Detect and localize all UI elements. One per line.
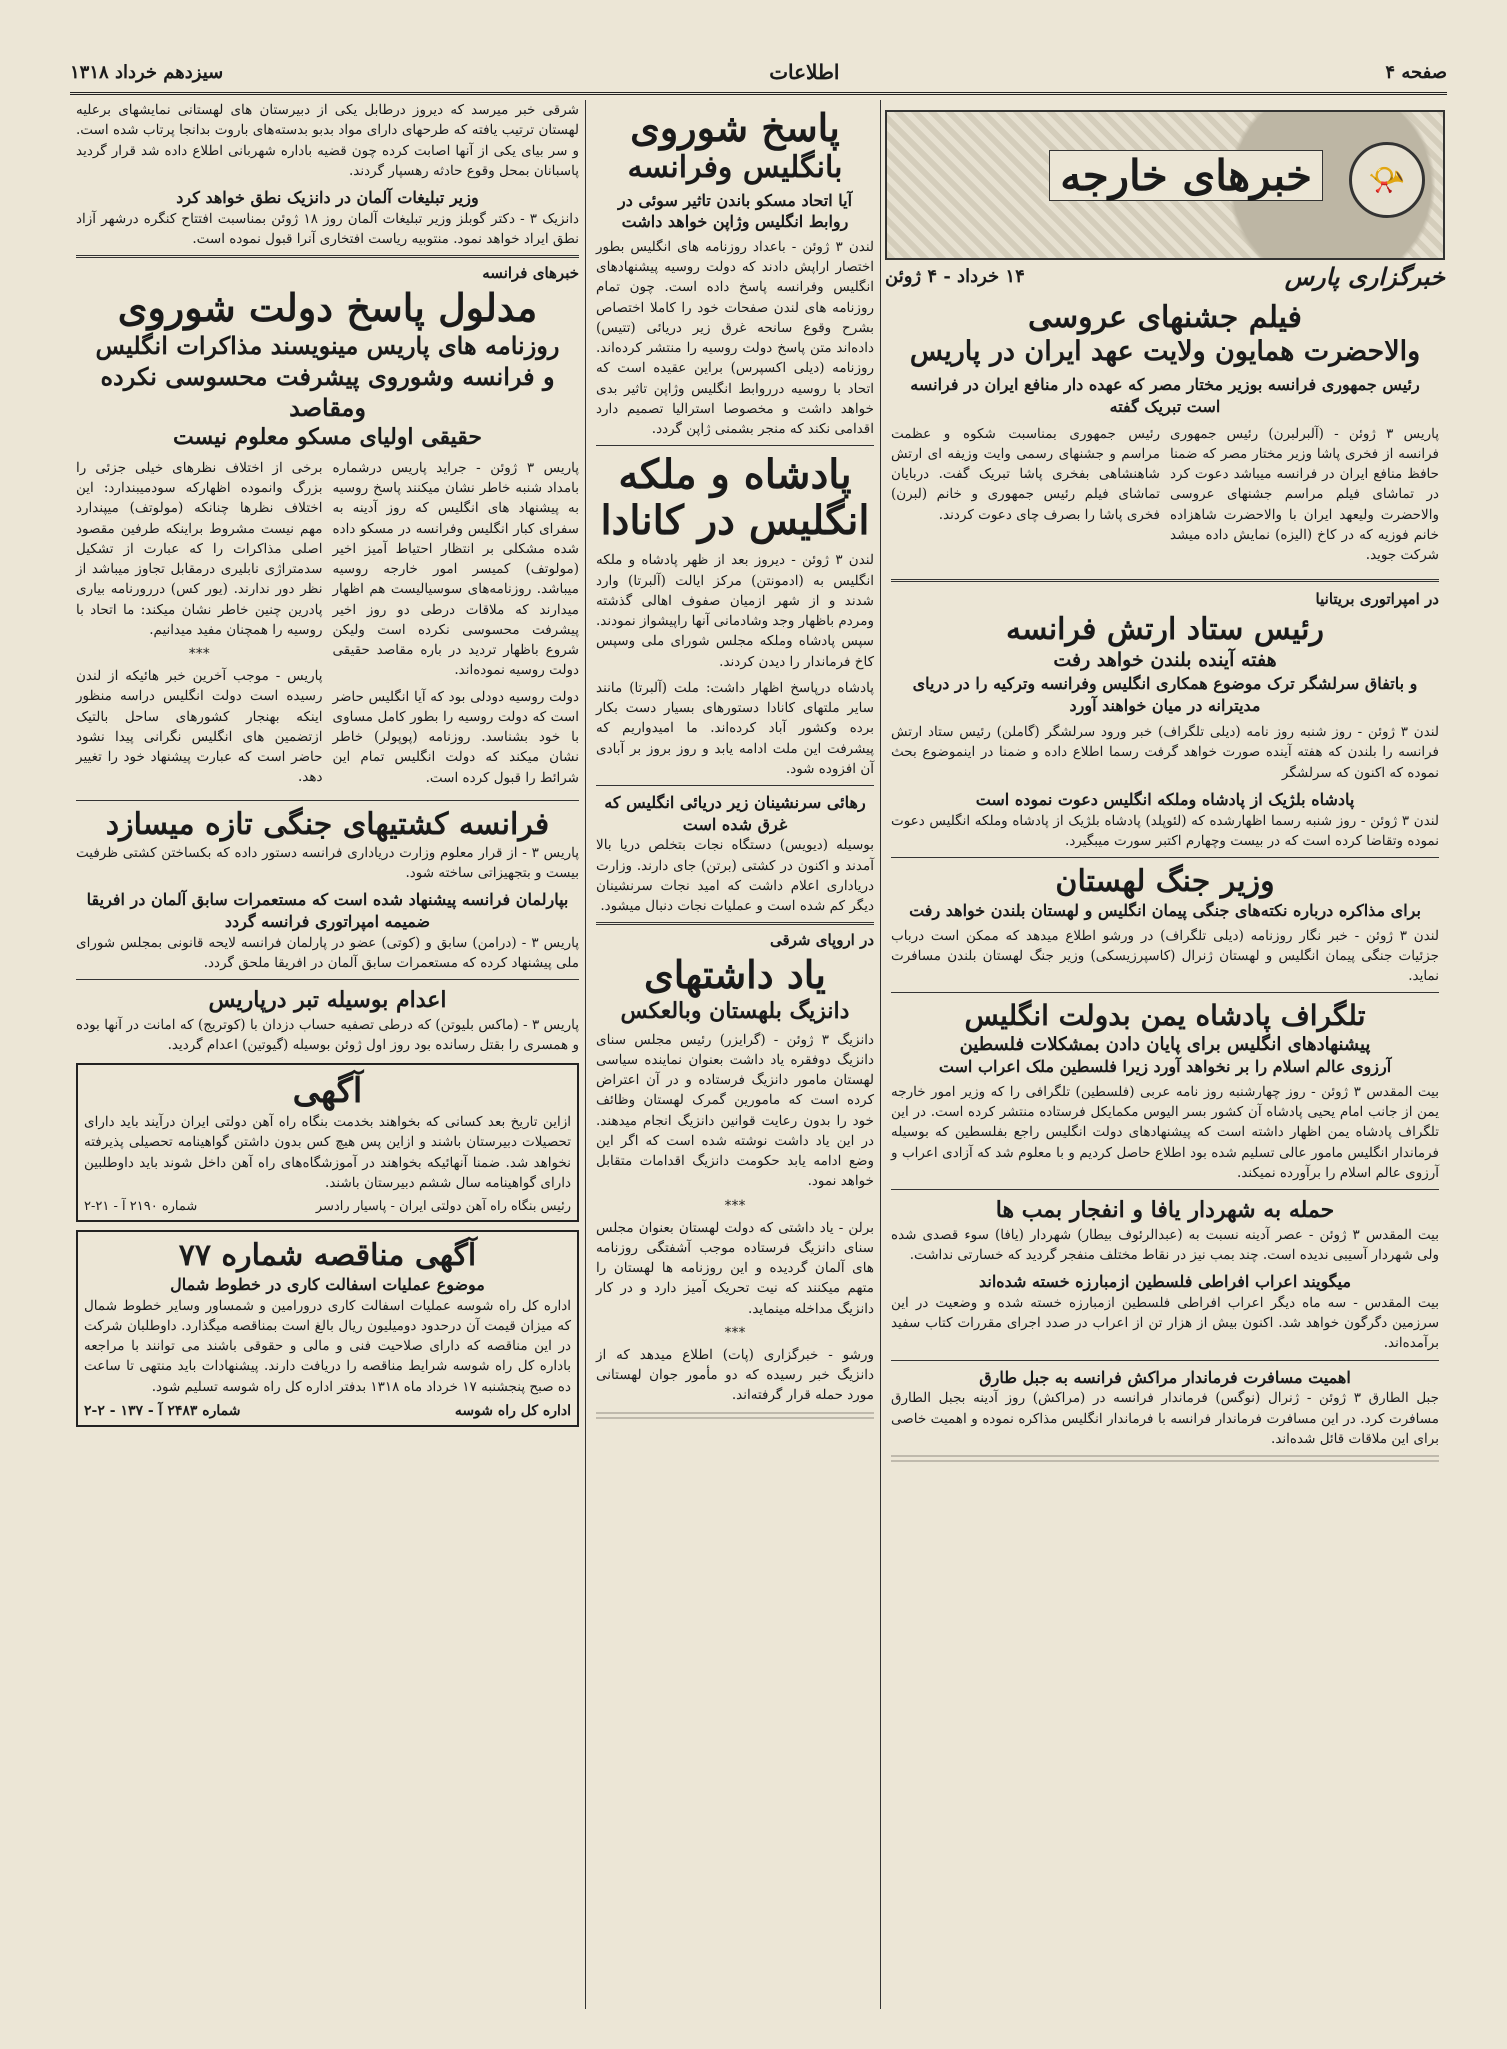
section-divider (891, 992, 1439, 993)
headline-paris-papers-3: حقیقی اولیای مسکو معلوم نیست (172, 424, 483, 451)
tender-title: آگهی مناقصه شماره ۷۷ (178, 1238, 477, 1274)
body-text: دولت روسیه دودلی بود که آیا انگلیس حاضر است که دولت روسیه را بطور کامل مساوی با خود بشناسد. روزنامه (پوپولر) خاطر نشان میکند که دولت انگلیس تمام این شرائط را قبول کرده است. (332, 688, 579, 786)
section-divider (891, 1189, 1439, 1190)
section-divider (76, 800, 579, 801)
headline-jaffa: حمله به شهردار یافا و انفجار بمب ها (995, 1197, 1335, 1224)
body-text: لندن ۳ ژوئن - دیروز بعد از ظهر پادشاه و ملکه انگلیس به (ادمونتن) مرکز ایالت (آلبرتا) وارد شدند و از شهر ازمیان صفوف اهالی گذشته ومردم باظهار وجد وشادمانی آنها راپیشواز نمودند. سپس پادشاه وملکه مجلس شورای ملی وسپس کاخ فرماندار را دیدن کردند. (596, 552, 874, 670)
headline-soviet-reply-2: بانگلیس وفرانسه (627, 149, 843, 185)
foreign-news-banner (885, 110, 1445, 260)
headline-soviet-meaning: مدلول پاسخ دولت شوروی (117, 285, 538, 331)
ad-number: شماره ۲۱۹۰ آ - ۲۱-۲ (84, 1199, 198, 1215)
section-divider (891, 1360, 1439, 1361)
body-text: لندن ۳ ژوئن - روز شنبه رسما اظهارشده که (لئوپلد) پادشاه بلژیک از پادشاه وملکه انگلیس دعوت نموده وتقاضا کرده است که در بیست وچهارم اکتبر سورت میبگیرد. (891, 812, 1439, 849)
issue-date: سیزدهم خرداد ۱۳۱۸ (70, 61, 224, 83)
body-text: پاریس ۳ - (ماکس بلیوتن) که درطی تصفیه حساب دزدان با (کوتریج) که امانت در آنها بوده و همسری را بقتل رسانده بود روز اول ژوئن بوسیله (گیوتین) اعدام گردید. (76, 1016, 580, 1053)
tender-ad (76, 1230, 579, 1427)
headline-poland-minister: وزیر جنگ لهستان (1055, 864, 1275, 900)
wedding-body (891, 424, 1439, 572)
body-text: پاریس ۳ ژوئن - جراید پاریس درشماره بامداد شنبه خاطر نشان میکنند پاسخ روسیه به پیشنهاد های انگلیس که روز آدینه به سفرای کبار انگلیس وفرانسه در مسکو داده شده مشکلی بر انتظار احتیاط آمیز اخیر (مولوتف) کمیسر امور خارجه روسیه میباشد. روزنامه‌های سوسیالیست هم اظهار میدارند که ملاقات درطی دو روز اخیر پیشرفت محسوسی نکرده است ولیکن شروع باظهار تردید در باره مقاصد حقیقی دولت روسیه نموده‌اند. (332, 459, 579, 679)
subhead-london-trip: هفته آینده بلندن خواهد رفت (1053, 649, 1277, 672)
subhead-yemen-2: آرزوی عالم اسلام را بر نخواهد آورد زیرا فلسطین ملک اعراب است (938, 1057, 1392, 1077)
body-text: دانزیک ۳ - دکتر گوبلز وزیر تبلیغات آلمان روز ۱۸ ژوئن بمناسبت افتتاح کنگره درشهر آزاد نطق ایراد خواهد نمود. منتوبیه ریاست افتخاری آنرا قبول نموده است. (76, 210, 579, 247)
tender-body: اداره کل راه شوسه عملیات اسفالت کاری درورامین و شمساور وسایر خطوط شمال که میزان قیمت آن درحدود دومیلیون ریال بالغ است بمناقصه میگذارد. داوطلبان شرکت در این مناقصه که دارای صلاحیت فنی و مالی و حقوقی باشند می توانند با مراجعه باداره کل راه شوسه شرایط مناقصه را دریافت دارند. پیشنهادات باید منتهی تا ساعت ده صبح پنجشنبه ۱۷ خرداد ماه ۱۳۱۸ بدفتر اداره کل راه شوسه تسلیم شود. (84, 1297, 571, 1395)
section-divider (596, 922, 874, 925)
headline-notes: یاد داشتهای (644, 952, 826, 998)
tender-signature: اداره کل راه شوسه (454, 1402, 571, 1419)
section-label-britain: در امپراتوری بریتانیا (1315, 590, 1439, 609)
banner-title: خبرهای خارجه (1049, 150, 1323, 201)
headline-canada: انگلیس در کانادا (600, 497, 870, 545)
column-rule (880, 100, 881, 2009)
body-text: پاریس ۳ - از قرار معلوم وزارت دریاداری فرانسه دستور داده که بکساختن کشتی ظرفیت بیست و بتجهیزاتی ساخته شود. (76, 844, 579, 882)
headline-gibraltar: اهمیت مسافرت فرماندار مراکش فرانسه به جبل طارق (979, 1367, 1351, 1387)
left-column (70, 100, 585, 2009)
separator-stars: *** (724, 1197, 746, 1214)
headline-crown-prince: والاحضرت همایون ولایت عهد ایران در پاریس (909, 336, 1421, 367)
right-column (885, 300, 1445, 2009)
french-news-body (76, 458, 579, 794)
body-text: لندن ۳ ژوئن - باعداد روزنامه های انگلیس بطور اختصار اراپش دادند که دولت روسیه پیشنهادهای انگلیس وفرانسه پاسخ داده است. چون تمام روزنامه های لندن صفحات خود را کاملا اختصاص بشرح وقوع سانحه غرق زیر دریائی (تتیس) داده‌اند متن پاسخ دولت روسیه را منتشر کرده‌اند. روزنامه (دیلی اکسپرس) براین عقیده است که اتحاد با روسیه درروابط انگلیس وژاپن تاثیر بدی خواهد داشت و مخصوصا استرالیا تصمیم دارد اقدامی نکند که منجر بشمنی ژاپن گردد. (596, 238, 875, 438)
subhead-belgium-king: پادشاه بلژیک از پادشاه وملکه انگلیس دعوت نموده است (975, 789, 1355, 809)
tender-footer (84, 1403, 571, 1419)
text-filler (891, 1455, 1439, 1465)
subhead-soviet: آیا اتحاد مسکو باندن تاثیر سوئی در روابط انگلیس وژاپن خواهد داشت (617, 190, 853, 232)
railway-ad (76, 1063, 579, 1222)
headline-paris-papers-2: و فرانسه وشوروی پیشرفت محسوسی نکرده ومقاصد (100, 361, 555, 423)
agency-date: ۱۴ خرداد - ۴ ژوئن (885, 266, 1025, 287)
tender-subject: موضوع عملیات اسفالت کاری در خطوط شمال (170, 1275, 485, 1295)
gramophone-horn-icon: 📯 (1349, 142, 1425, 218)
headline-yemen: تلگراف پادشاه یمن بدولت انگلیس (964, 999, 1366, 1033)
subhead-poland: برای مذاکره درباره نکته‌های جنگی پیمان انگلیس و لهستان بلندن خواهد رفت (909, 901, 1421, 921)
body-text: رئیس جمهوری بمناسبت شکوه و عظمت مراسم و جشنهای رسمی وایت وزیفه ای ارتش شاهنشاهی بفخری پاشا تبریک گفت. دربایان تماشای فیلم رئیس جمهوری و خانم (لبرن) فخری پاشا را بصرف چای دعوت کردند. (891, 425, 1160, 523)
text-filler (596, 1412, 874, 1422)
headline-wedding-film: فیلم جشنهای عروسی (1027, 300, 1303, 335)
separator-stars: *** (724, 1324, 746, 1341)
body-text: بوسیله (دیویس) دستگاه نجات بتخلص دریا بالا آمدند و اکنون در کشتی (برتن) جای دارند. وزارت دریاداری اعلام داشت که امید نجات سرنشینان دیگر کم شده است و عملیات نجات دنبال میشود. (596, 837, 874, 915)
body-text: پاریس ۳ - (درامن) سابق و (کوتی) عضو در پارلمان فرانسه لایحه قانونی بمجلس شورای ملی پیشنهاد کرده که مستعمرات سابق آلمان در افریقا ملحق گردد. (76, 934, 579, 971)
body-text: شرقی خبر میرسد که دیروز درطابل یکی از دبیرستان های لهستانی نمایشهای برعلیه لهستان ترتیب یافته که طرحهای دارای مواد بدبو بدسته‌های باروت بدانجا پرتاب شده است. و سر بیای یکی از آنها اصابت کرده چون قضیه باداره شهربانی اطلاع داده شد قرار گردید پاسبانان بمحل وقوع حادثه رهسپار گردند. (76, 102, 579, 179)
subhead-yemen-1: پیشنهادهای انگلیس برای پایان دادن بمشکلات فلسطین (959, 1033, 1371, 1055)
headline-french-chief: رئیس ستاد ارتش فرانسه (1005, 612, 1324, 648)
section-divider (596, 785, 874, 786)
headline-goebbels: وزیر تبلیغات آلمان در دانزیک نطق خواهد کرد (176, 188, 479, 207)
subhead-colonies: بپارلمان فرانسه پیشنهاد شده است که مستعمرات سابق آلمان در افریقا ضمیمه امپراتوری فرانسه گردد (86, 890, 569, 932)
paper-name: اطلاعات (769, 60, 840, 84)
tender-number: شماره ۲۴۸۳ آ - ۱۳۷ - ۲-۲ (84, 1402, 241, 1419)
agency-line (885, 262, 1445, 291)
ad-title: آگهی (292, 1071, 363, 1112)
body-text: بیت المقدس - سه ماه دیگر اعراب افراطی فلسطین ازمبارزه خسته شده و وضعیت در این سرزمین دگرگون خواهد شد. اکنون بیش از هزار تن از اعراب در صدد اجرای مقررات کتاب سفید برآمده‌اند. (891, 1294, 1439, 1352)
headline-danzig: دانزیگ بلهستان وبالعکس (620, 998, 850, 1024)
body-text: بیت المقدس ۳ ژوئن - روز چهارشنبه روز نامه عربی (فلسطین) تلگرافی را که وزیر امور خارجه یمن از جانب امام یحیی پادشاه آن کشور بسر الیوس مکمایکل فرستاده منتشر کرده است. در این تلگراف پادشاه یمن اظهار داشته است که پیشنهادهای دولت انگلیس راجع بفلسطین که بوسیله فرماندار انگلیس مامور عالی تسلیم شده بود اطلاع حاصل کردیم و با معلوم شد که آزادی اعراب و آرزوی عالم اسلام را برآورده نمیکند. (891, 1083, 1439, 1181)
section-divider (891, 579, 1439, 582)
ad-footer (84, 1199, 571, 1214)
subhead-wedding: رئیس جمهوری فرانسه بوزیر مختار مصر که عهده دار منافع ایران در فرانسه است تبریک گفته (910, 375, 1420, 416)
column-rule (585, 100, 586, 2009)
body-text: لندن ۳ ژوئن - روز شنبه روز نامه (دیلی تلگراف) خبر ورود سرلشگر (گاملن) رئیس ستاد ارتش فرانسه را بلندن که هفته آینده صورت خواهد گرفت رسما اطلاع داده و ضمنا در اینموضوع بحث نموده که اکنون که سرلشگر (891, 724, 1439, 781)
subhead-jaffa: میگویند اعراب افراطی فلسطین ازمبارزه خسته شده‌اند (978, 1272, 1352, 1292)
body-text: پادشاه درپاسخ اظهار داشت: ملت (آلبرتا) مانند سایر ملتهای کانادا دستورهای بسیار دست بکار برده وکشور آباد کرده‌اند. ما امیدواریم که پیشرفت این ملت ادامه یابد و روز بروز بر آبادی آن افزوده شود. (596, 679, 874, 777)
section-divider (596, 445, 874, 446)
section-divider (891, 857, 1439, 858)
body-text: دانزیگ ۳ ژوئن - (گرایزر) رئیس مجلس سنای دانزیگ دوفقره یاد داشت بعنوان نماینده سیاسی لهستان مامور دانزیگ فرستاده و در آن اعتراض کرده است که مامورین گمرک لهستان وظائف خود را بدون رعایت قوانین دانزیگ انجام میدهند. در این یاد داشت نوشته شده است که اگر این وضع ادامه یابد حکومت دانزیگ اقدامات متقابل خواهد نمود. (596, 1031, 874, 1190)
headline-warships: فرانسه کشتیهای جنگی تازه میسازد (105, 806, 550, 842)
section-label-eastern-europe: در اروپای شرقی (769, 931, 874, 950)
headline-king-queen: پادشاه و ملکه (618, 451, 852, 499)
body-text: بیت المقدس ۳ ژوئن - عصر آدینه نسبت به (عبدالرئوف بیطار) شهردار (یافا) سوء قصدی شده ولی شهردار آسیبی ندیده است. چند بمب نیز در نقاط مختلف منفجر گردید که خسارتی نداشت. (891, 1226, 1440, 1264)
page-number: صفحه ۴ (1385, 61, 1447, 83)
headline-execution: اعدام بوسیله تبر درپاریس (208, 987, 447, 1014)
middle-column (590, 100, 880, 2009)
body-text: برخی از اختلاف نظرهای خیلی جزئی را بزرگ وانموده اظهارکه سودمیبندارد: این اختلاف نظرها چنانکه (مولوتف) میپندارد مهم نیست مشروط براینکه طرفین مقصود اصلی مذاکرات را که عبارت از تشکیل سدمتراژی نابلیری درمقابل تجاوز میباشد از نظر دور ندارند. (یور کس) دررورنامه بیاری پادرین چنین خاطر نشان میکند: ما اتحاد با روسیه را همچنان مفید میدانیم. (76, 459, 323, 638)
headline-paris-papers: روزنامه های پاریس مینویسند مذاکرات انگلیس (95, 330, 560, 360)
headline-tetis: رهائی سرنشینان زیر دریائی انگلیس که غرق شده است (604, 793, 866, 834)
body-text: پاریس - موجب آخرین خبر هائیکه از لندن رسیده است دولت انگلیس دراسه منظور اینکه بهنجار کشورهای ساحل بالتیک ازتضمین های انگلیس نگرانی پیدا نشود حاضر است که عبارت پیشنهاد خود را تغییر دهد. (76, 668, 323, 786)
section-label-france: خبرهای فرانسه (482, 264, 579, 283)
body-text: ورشو - خبرگزاری (پات) اطلاع میدهد که از دانزیگ خبر رسیده که دو مأمور جوان لهستانی مورد حمله قرار گرفته‌اند. (596, 1346, 874, 1404)
headline-soviet-reply: پاسخ شوروی (630, 105, 840, 150)
section-divider (76, 255, 579, 258)
section-divider (76, 979, 579, 980)
separator-stars: *** (188, 646, 210, 663)
body-text: پاریس ۳ ژوئن - (آلبرلبرن) رئیس جمهوری فرانسه از فخری پاشا وزیر مختار مصر که ضمنا حافظ منافع ایران در فرانسه میباشد دعوت کرد در تماشای فیلم مراسم جشنهای عروسی والاحضرت ولیعهد ایران با والاحضرت شاهزاده خانم فوزیه که در کاخ (الیزه) نمایش داده میشد شرکت جوید. (1170, 425, 1439, 564)
body-text: برلن - یاد داشتی که دولت لهستان بعنوان مجلس سنای دانزیگ فرستاده موجب آشفتگی روزنامه های آلمان گردیده و این روزنامه ها لهستان را متهم میکنند که نیت تحریک آمیز دارد و در کار دانزیگ مداخله مینماید. (596, 1219, 874, 1317)
masthead (70, 52, 1447, 95)
subhead-cooperation: و باتفاق سرلشگر ترک موضوع همکاری انگلیس وفرانسه وترکیه را در دریای مدیترانه در میان خواهند آورد (912, 674, 1418, 715)
ad-signature: رئیس بنگاه راه آهن دولتی ایران - پاسیار رادسر (315, 1199, 571, 1215)
agency-name: خبرگزاری پارس (1284, 262, 1445, 291)
ad-body: ازاین تاریخ بعد کسانی که بخواهند بخدمت بنگاه راه آهن دولتی ایران درآیند باید دارای تحصیلات دبیرستان باشند و ازاین پس هیچ کس بدون داشتن گواهینامه تحصیلی پذیرفته نخواهد شد. ضمنا آنهائیکه بخواهند در آموزشگاه‌های راه آهن داخل شوند باید داوطلبین دارای گواهینامه سال ششم دبیرستان باشند. (84, 1114, 571, 1191)
body-text: جبل الطارق ۳ ژوئن - ژنرال (نوگس) فرماندار فرانسه در (مراکش) روز آدینه بجبل الطارق مسافرت کرد. در این مسافرت فرماندار فرانسه با فرماندار انگلیس مذاکره نموده و اهمیت خاصی برای این ملاقات قائل شده‌اند. (891, 1390, 1439, 1447)
body-text: لندن ۳ ژوئن - خبر نگار روزنامه (دیلی تلگراف) در ورشو اطلاع میدهد که ممکن است درباب جزئیات جنگی پیمان انگلیس و لهستان ژنرال (کاسپرزیسکی) وزیر جنگ لهستان بلندن مسافرت نماید. (891, 927, 1439, 985)
